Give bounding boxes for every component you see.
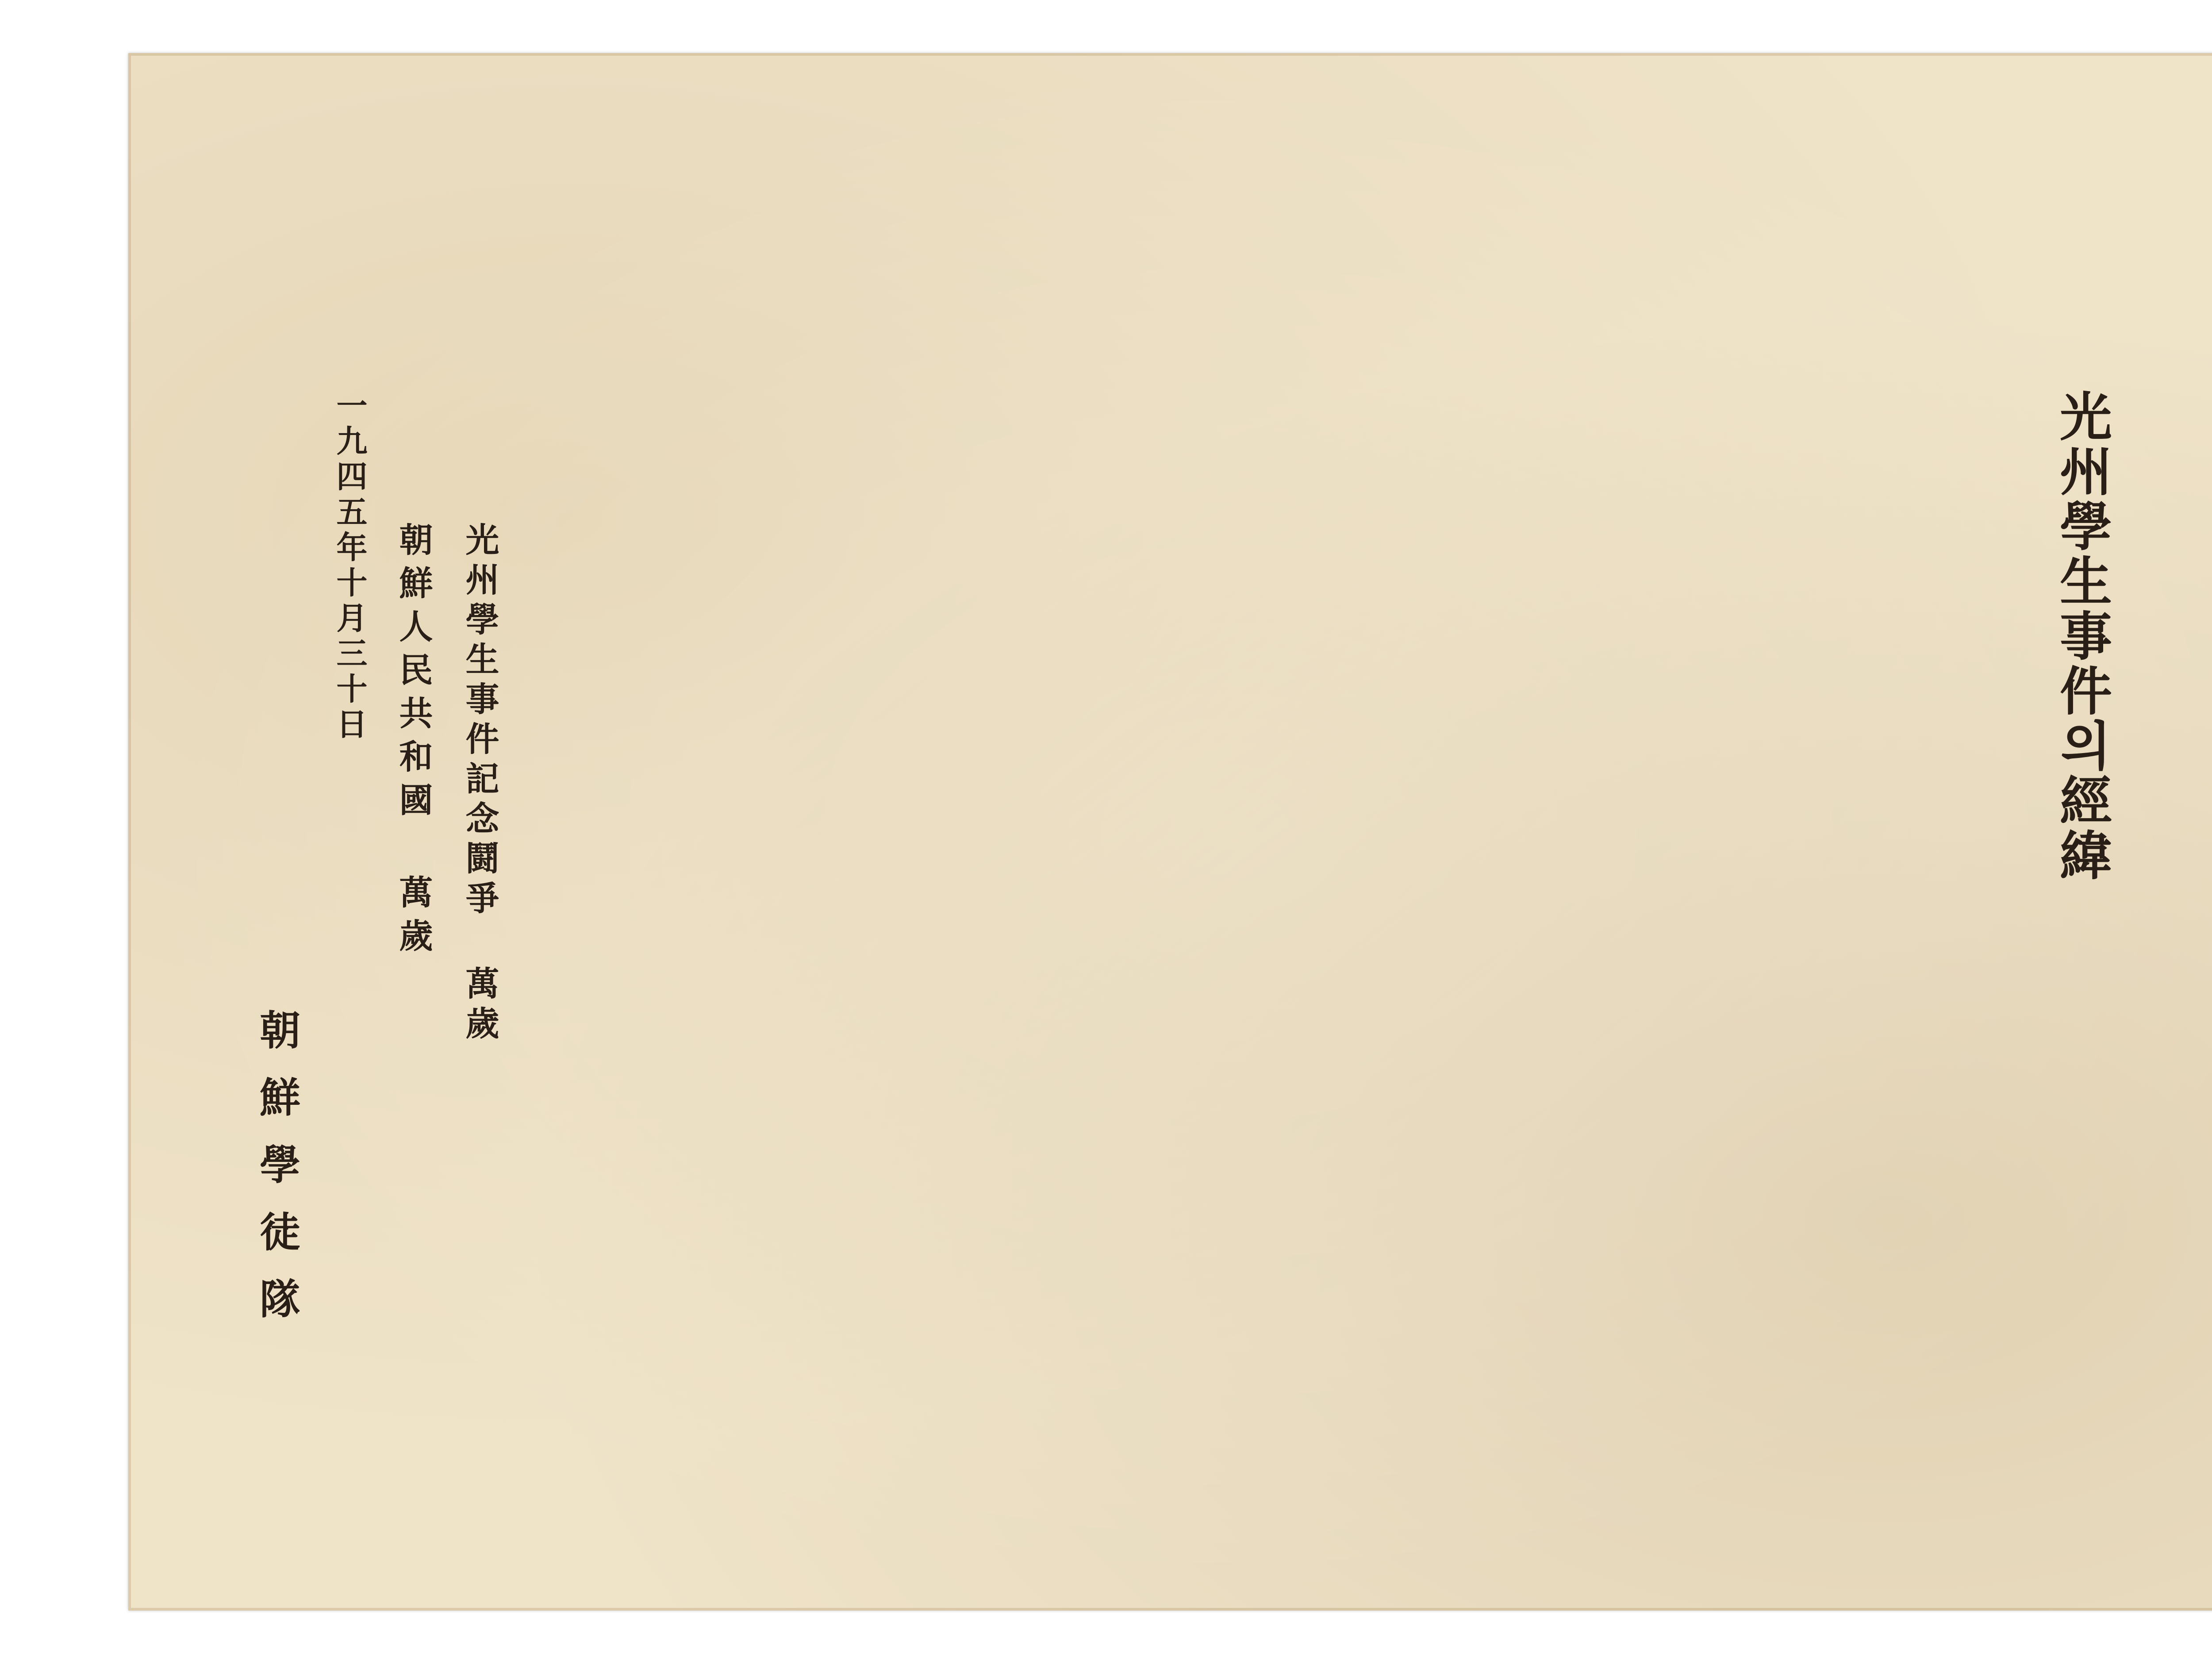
republic-slogan: 朝鮮人民共和國 萬歲 [394,522,433,961]
document-body [531,283,1982,1478]
issuer-name: 朝鮮學徒隊 [253,1009,301,1345]
document-date: 一九四五年十月三十日 [331,389,368,743]
memorial-slogan: 光州學生事件記念鬪爭 萬歲 [460,522,499,1046]
document-title: 光州學生事件의經緯 [2051,389,2112,883]
